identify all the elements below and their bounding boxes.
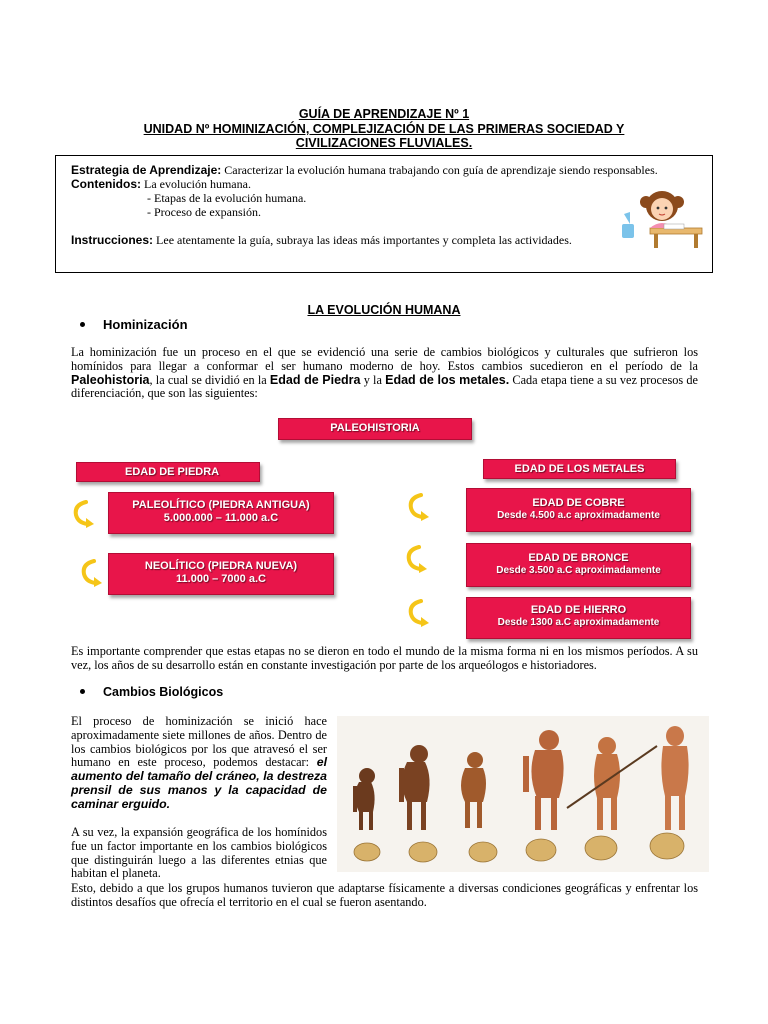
neolitico-box [108,553,334,595]
bronce-label: EDAD DE BRONCE [528,552,629,564]
edad-piedra-box [76,462,260,482]
instrucciones-text: Lee atentamente la guía, subraya las ideas más importantes y completa las actividades. [156,233,572,247]
paleohistoria-box [278,418,472,440]
cobre-label: EDAD DE COBRE [532,497,625,509]
bullet-icon [80,689,85,694]
neolitico-dates: 11.000 – 7000 a.C [176,573,266,585]
hominizacion-heading [80,317,188,332]
edad-metales-label: EDAD DE LOS METALES [514,463,645,475]
contenidos-text: La evolución humana. [144,177,251,191]
estrategia-label: Estrategia de Aprendizaje: [71,163,222,177]
cambios-paragraph-3: Esto, debido a que los grupos humanos tuvieron que adaptarse físicamente a diversas condiciones geográficas y enfrentar los distintos desafíos que ofrecía el territorio en el cual se fueron asentando. [71,881,698,909]
bronce-box [466,543,691,587]
edad-metales-box [483,459,676,479]
paleohistoria-label: PALEOHISTORIA [330,422,420,434]
contenidos-row [71,177,251,191]
p1-text-b: , la cual se dividió en la [149,372,267,387]
bullet-icon [80,322,85,327]
periods-note-paragraph: Es importante comprender que estas etapas no se dieron en todo el mundo de la misma forma ni en los mismos períodos. A su vez, los años de su desarrollo están en constante investigación por parte de los arqueólogos e historiadores. [71,644,698,672]
contenidos-label: Contenidos: [71,177,141,191]
hierro-box [466,597,691,639]
paleolitico-dates: 5.000.000 – 11.000 a.C [163,512,279,524]
estrategia-row [71,163,658,177]
paleolitico-box [108,492,334,534]
student-illustration [620,184,706,250]
cambios-p1-text: El proceso de hominización se inició hace aproximadamente siete millones de años. Dentro de los cambios biológicos por los que atravesó el ser humano en este proceso, podemos destacar: [71,714,327,770]
contenidos-item: - Proceso de expansión. [147,205,261,219]
objectives-box [55,155,713,273]
unit-title-continued: CIVILIZACIONES FLUVIALES. [295,136,473,150]
paleolitico-label: PALEOLÍTICO (PIEDRA ANTIGUA) [132,499,310,511]
cambios-heading [80,685,223,699]
curved-arrow-icon [407,598,433,628]
p1-bold-edad-metales: Edad de los metales. [385,372,510,387]
hierro-label: EDAD DE HIERRO [530,604,627,616]
hominizacion-heading-text: Hominización [103,317,188,332]
curved-arrow-icon [405,544,431,574]
curved-arrow-icon [80,558,106,588]
cambios-paragraph-2: A su vez, la expansión geográfica de los homínidos fue un factor importante en los cambios biológicos que distinguirán luego a las diferentes etnias que habitan el planeta. [71,825,327,881]
edad-piedra-label: EDAD DE PIEDRA [125,466,220,478]
guide-title: GUÍA DE APRENDIZAJE Nº 1 [298,107,470,121]
evolution-figures-illustration [337,716,709,872]
cambios-heading-text: Cambios Biológicos [103,685,224,699]
estrategia-text: Caracterizar la evolución humana trabajando con guía de aprendizaje siendo responsables. [224,163,658,177]
instrucciones-label: Instrucciones: [71,233,154,247]
instrucciones-row [71,233,572,247]
hierro-dates: Desde 1300 a.C aproximadamente [497,617,660,628]
p1-text-a: La hominización fue un proceso en el que se evidenció una serie de cambios biológicos y culturales que sufrieron los homínidos para llegar a conformar el ser humano moderno de hoy. Estos cambios sucedieron en el período de la [71,345,698,373]
unit-title: UNIDAD Nº HOMINIZACIÓN, COMPLEJIZACIÓN DE LAS PRIMERAS SOCIEDAD Y [143,122,625,136]
p1-bold-edad-piedra: Edad de Piedra [269,372,361,387]
cambios-p1-bold: el aumento del tamaño del cráneo, la destreza prensil de sus manos y la capacidad de caminar erguido. [71,755,328,811]
p1-text-c: y la [363,372,382,387]
cobre-dates: Desde 4.500 a.c aproximadamente [497,510,660,521]
cambios-paragraph-1 [71,715,327,812]
p1-text-d: Cada etapa tiene a su vez procesos de diferenciación, que son las siguientes: [71,372,698,401]
neolitico-label: NEOLÍTICO (PIEDRA NUEVA) [144,560,298,572]
curved-arrow-icon [407,492,433,522]
contenidos-item: - Etapas de la evolución humana. [147,191,307,205]
section-title: LA EVOLUCIÓN HUMANA [307,303,461,317]
p1-bold-paleohistoria: Paleohistoria [71,372,150,387]
human-evolution-image [337,716,709,872]
bronce-dates: Desde 3.500 a.C aproximadamente [496,565,661,576]
curved-arrow-icon [72,499,98,529]
cobre-box [466,488,691,532]
hominizacion-paragraph [71,346,698,401]
